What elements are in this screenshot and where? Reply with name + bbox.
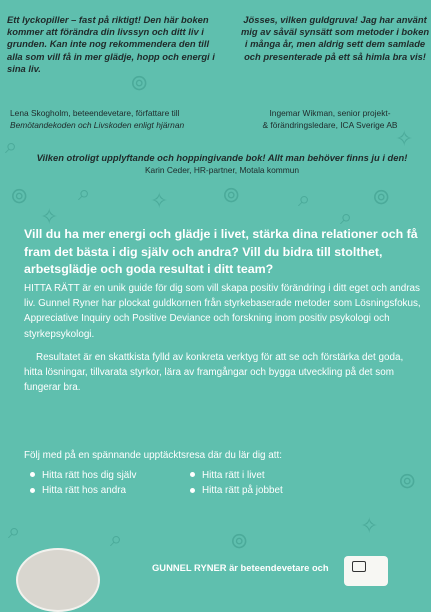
bullet-list-left [30,468,136,499]
magnifier-icon: ⌕ [8,518,21,543]
bullet-dot-icon [30,488,35,493]
body-paragraph-journey: Följ med på en spännande upptäcktsresa där du lär dig att: [24,450,283,461]
review-quote-right: Jösses, vilken guldgruva! Jag har använt mig av såväl synsätt som metoder i boken i många år, men aldrig sett dem samlade och presenterade på ett så himla bra vis! [240,14,430,62]
binoculars-icon: ⊚ [10,183,29,208]
review-author-left-line1: Lena Skogholm, beteendevetare, författare till [10,108,180,118]
telescope-icon: ⌕ [78,180,91,205]
review-author-left [10,108,230,131]
list-item-label: Hitta rätt i livet [202,470,265,481]
list-item-label: Hitta rätt på jobbet [202,485,283,497]
compass-icon: ✧ [360,513,379,538]
compass-icon: ✧ [40,204,59,229]
compass-icon: ✧ [395,126,414,151]
list-item-label: Hitta rätt hos dig själv [42,470,137,481]
binoculars-icon: ⊚ [230,528,249,553]
binoculars-icon: ⊚ [130,70,149,95]
sticker-icon [352,561,366,572]
list-item [190,468,283,483]
review-author-right-line2: & förändringsledare, ICA Sverige AB [262,119,398,130]
review-quote-left: Ett lyckopiller – fast på riktigt! Den här boken kommer att förändra din livssyn och ditt liv i grunden. Kan inte nog rekommendera den till alla som vill få in mer glädje, hopp och energi i sina liv. [7,14,215,74]
bullet-dot-icon [190,472,195,477]
review-quote-bottom: Vilken otroligt upplyftande och hoppingivande bok! Allt man behöver finns ju i den! [36,152,408,163]
magnifier-icon: ⌕ [298,186,311,211]
binoculars-icon: ⊚ [222,182,241,207]
binoculars-icon: ⊚ [372,184,391,209]
list-item [30,483,136,498]
lead-question: Vill du ha mer energi och glädje i livet, stärka dina relationer och få fram det bästa i dig själv och andra? Vill du bidra till stolthet, arbetsglädje och goda resultat i ditt team? [24,227,418,277]
telescope-icon: ⌕ [340,204,353,229]
review-author-right-line1: Ingemar Wikman, senior projekt- [269,108,391,118]
compass-icon: ✧ [150,188,169,213]
telescope-icon: ⌕ [110,526,123,551]
barcode-sticker [344,556,388,586]
review-author-bottom: Karin Ceder, HR-partner, Motala kommun [144,165,300,175]
bullet-dot-icon [190,488,195,493]
review-author-left-line2: Bemötandekoden och Livskoden enligt hjärnan [10,119,185,130]
body-paragraph-intro: HITTA RÄTT är en unik guide för dig som vill skapa positiv förändring i ditt eget och andras liv. Gunnel Ryner har plockat guldkornen från styrkebaserade metoder som Lösningsfokus, Appreciative Inquiry och Positive Deviance och forskning inom positiv psykologi och styrkepsykologi. [24,283,421,340]
list-item [30,468,136,483]
author-photo [16,548,100,612]
body-paragraph-result: Resultatet är en skattkista fylld av konkreta verktyg för att se och förstärka det goda, hitta lösningar, tillvarata styrkor, lära av framgångar och bygga utveckling på det som fungerar bra. [24,352,404,394]
binoculars-icon: ⊚ [398,468,417,493]
list-item [190,483,283,498]
review-author-right [232,108,428,131]
bullet-list-right [190,468,283,499]
author-bio: GUNNEL RYNER är beteendevetare och [152,562,329,573]
list-item-label: Hitta rätt hos andra [42,485,126,497]
bullet-dot-icon [30,472,35,477]
magnifier-icon: ⌕ [5,133,18,158]
